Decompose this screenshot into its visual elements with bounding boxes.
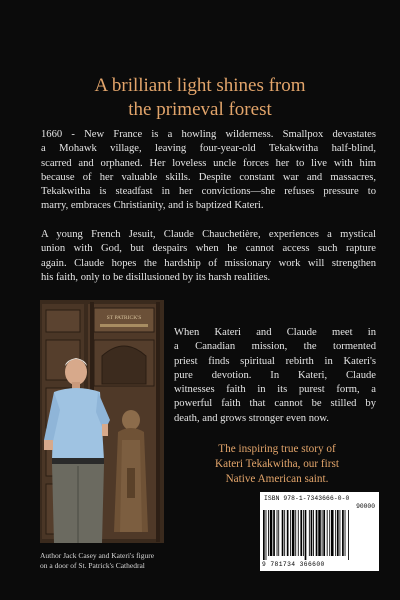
text-line: a Canadian mission, the tormented [174,341,376,353]
barcode-bar [298,510,299,556]
barcode-bar [287,510,289,556]
barcode-bar [292,510,295,556]
barcode-bar [331,510,334,556]
tagline-line-2: Kateri Tekakwitha, our first [215,458,339,470]
barcode-bar [300,510,302,556]
barcode-bar [303,510,304,556]
text-line: because of her valuable skills. Despite constant war and massacres, [41,171,376,183]
caption-line-1: Author Jack Casey and Kateri's figure [40,551,155,560]
door-plaque-text: ST PATRICK'S [106,315,142,321]
text-line: A young French Jesuit, Claude Chauchetière, experiences a mystical [41,229,376,240]
text-line: pure devotion. In Kateri, Claude [174,369,376,381]
text-line: scarred and orphaned. Her loveless uncle forces her to live with him [41,157,376,169]
text-line: powerful faith that cannot be stilled by [174,398,376,410]
text-line: death, and grows stronger even now. [174,412,329,424]
barcode-bar [309,510,310,556]
barcode-bar [318,510,321,556]
barcode-bar [316,510,318,556]
barcode-bar [311,510,313,556]
text-line: his faith, only to be disillusioned by its harsh realities. [41,271,271,283]
barcode-bar [278,510,279,556]
text-line: a Mohawk village, leaving four-year-old Tekakwitha half-blind, [41,143,376,155]
barcode-bars [263,510,376,560]
text-line: marry, embraces Christianity, and is baptized Kateri. [41,200,264,212]
isbn-barcode [260,492,379,571]
barcode-bar [305,510,307,560]
tagline [174,442,380,487]
barcode-bar [277,510,278,556]
author-photo [40,300,164,543]
tagline-line-1: The inspiring true story of [218,443,336,455]
text-line: union with God, but despairs when he cannot access such rapture [41,243,376,255]
ean-digits: 9 781734 366600 [262,561,325,568]
text-line: 1660 - New France is a howling wilderness. Smallpox devastates [41,129,376,140]
barcode-bar [266,510,267,560]
text-line: again. Claude hopes the hardship of missionary work will strengthen [41,257,376,269]
barcode-bar [284,510,285,556]
barcode-bar [290,510,291,556]
synopsis-paragraph-2 [41,228,376,285]
isbn-number: ISBN 978-1-7343666-0-0 [264,495,350,502]
barcode-bar [263,510,265,560]
text-line: priest finds spiritual rebirth in Kateri's [174,355,376,367]
statue-head [122,410,140,430]
tagline-line-3: Native American saint. [225,473,329,485]
barcode-bar [273,510,275,556]
barcode-bar [322,510,323,556]
synopsis-paragraph-3 [174,326,376,426]
barcode-bar [345,510,346,556]
barcode-bar [270,510,273,556]
text-line: witnesses faith in its purest form, a [174,384,376,396]
barcode-bar [282,510,284,556]
caption-line-2: on a door of St. Patrick's Cathedral [40,561,145,570]
barcode-bar [342,510,344,556]
barcode-bar [329,510,330,556]
headline-line-2: the primeval forest [128,99,272,120]
barcode-bar [335,510,336,556]
author-photo-illustration [40,300,164,543]
synopsis-paragraph-1 [41,128,376,214]
price-code: 90000 [356,503,375,510]
barcode-bar [327,510,328,556]
barcode-bar [313,510,314,556]
barcode-bar [348,510,349,560]
headline-line-1: A brilliant light shines from [94,75,306,96]
barcode-bar [323,510,325,556]
barcode-bar [295,510,296,556]
photo-caption [40,551,200,571]
barcode-bar [268,510,269,556]
headline [0,74,400,122]
text-line: When Kateri and Claude meet in [174,327,376,338]
text-line: Tekakwitha is steadfast in her convictions—she refuses pressure to [41,186,376,198]
barcode-bar [337,510,339,556]
barcode-bar [340,510,341,556]
